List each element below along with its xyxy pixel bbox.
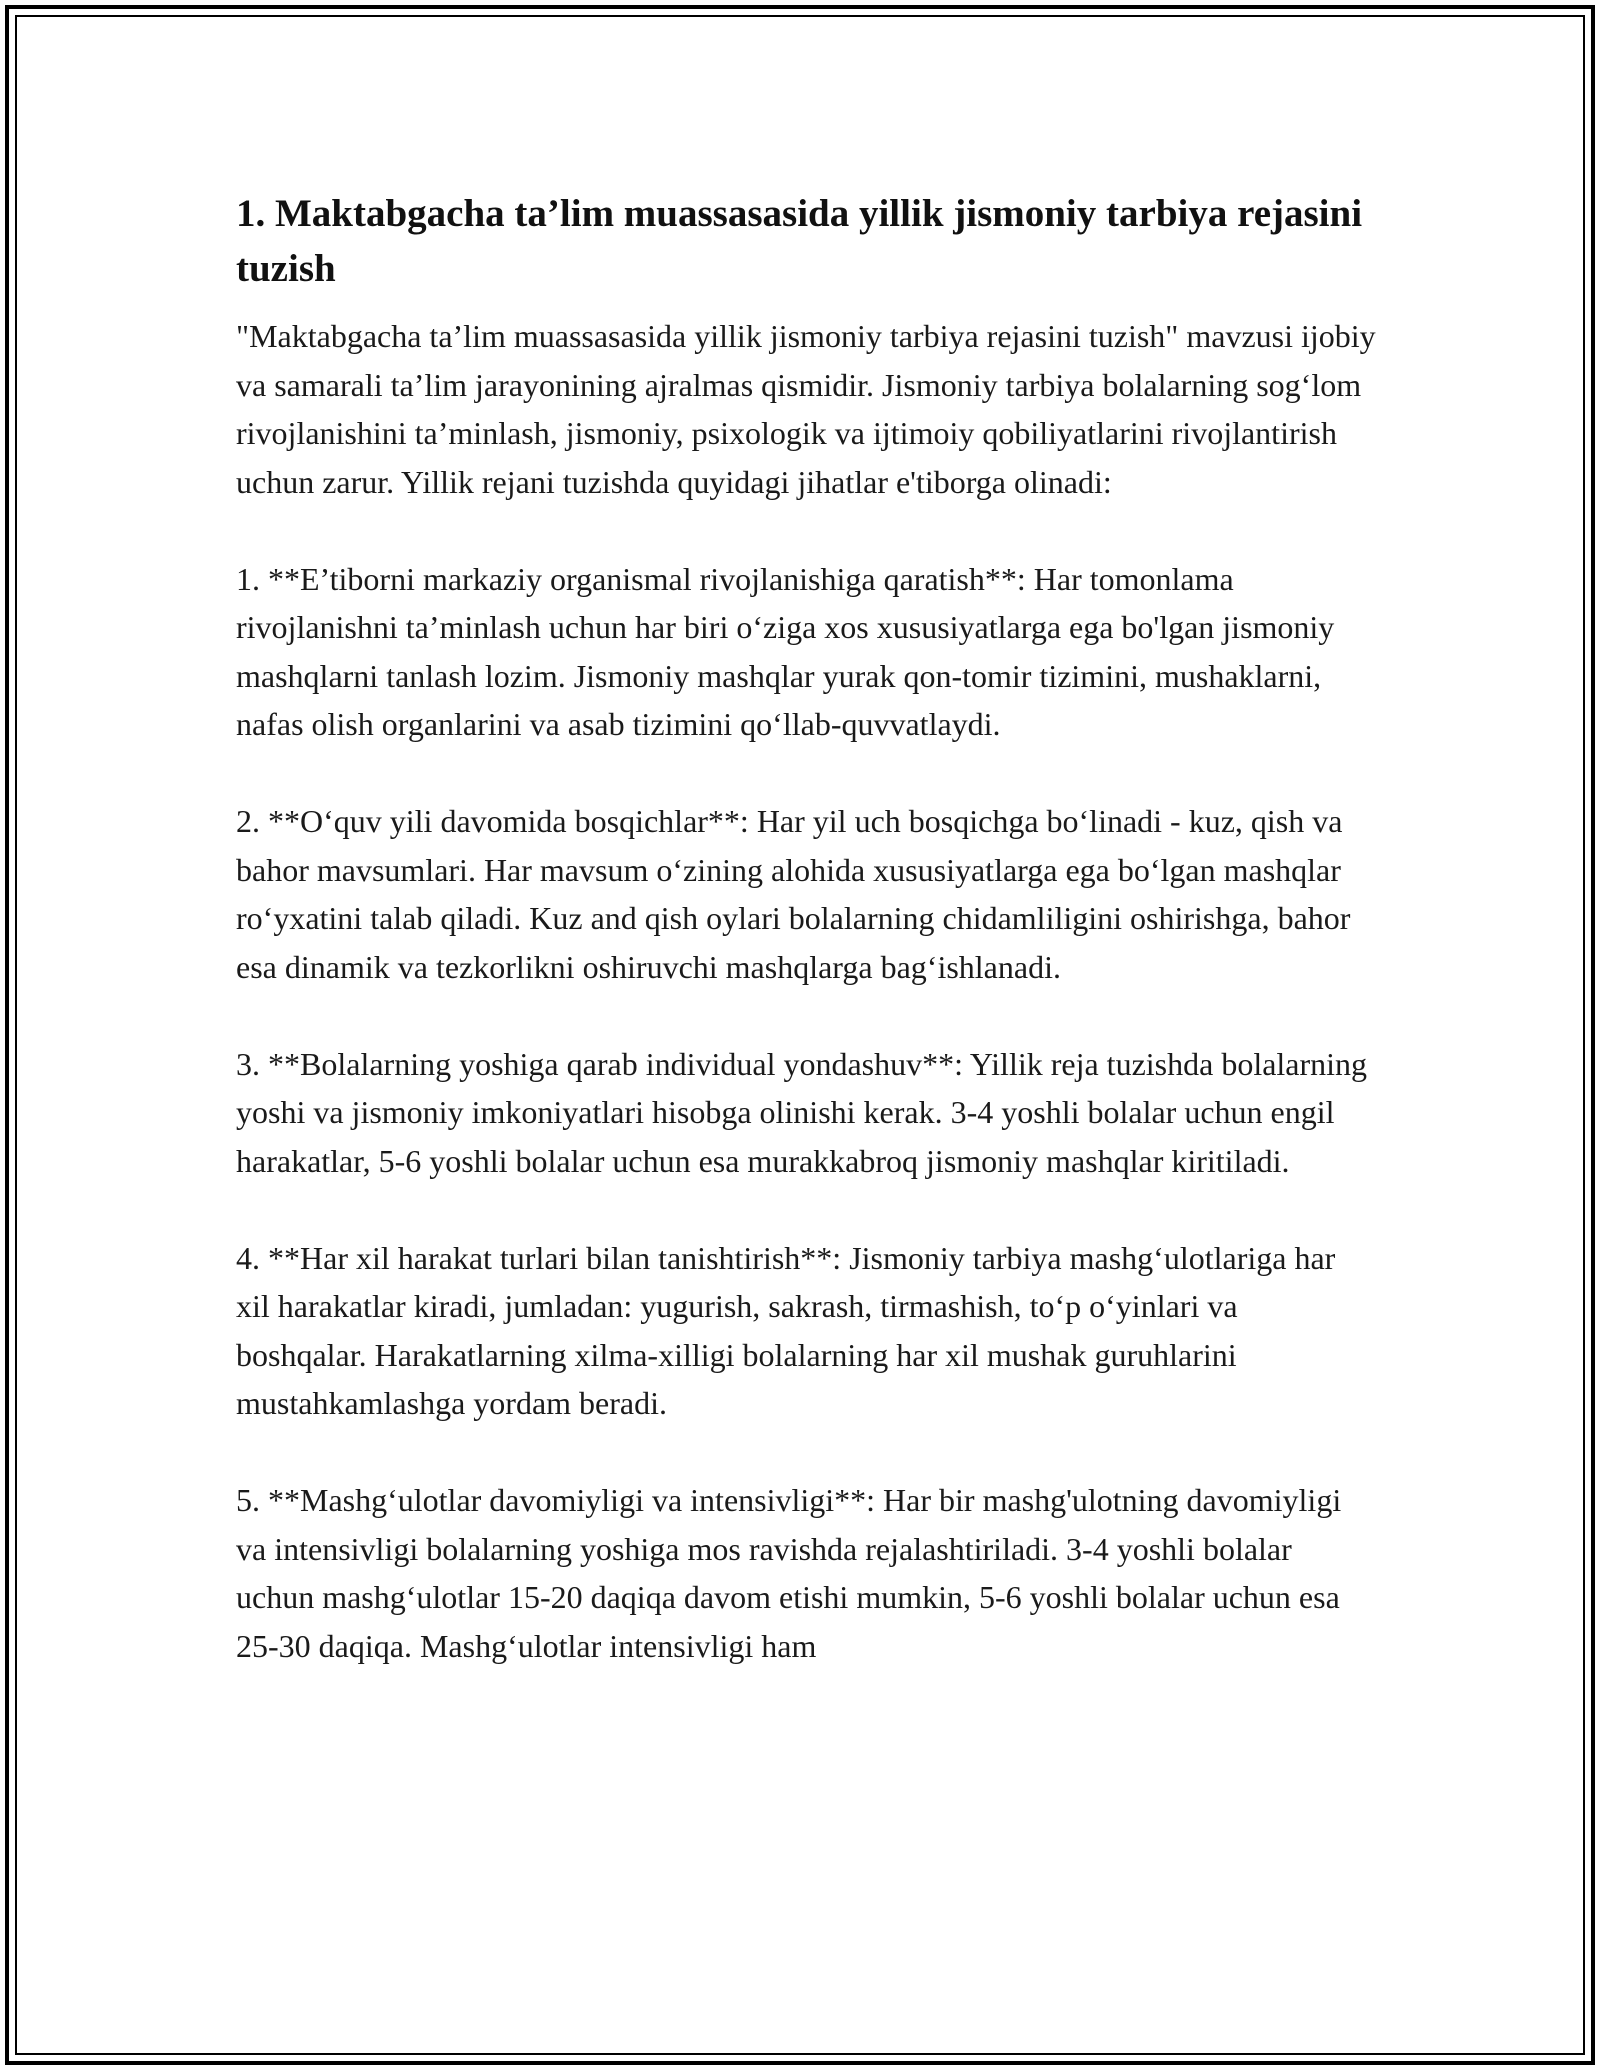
- list-paragraph-2: 2. **O‘quv yili davomida bosqichlar**: Har yil uch bosqichga bo‘linadi - kuz, qish va bahor mavsumlari. Har mavsum o‘zining alohida xususiyatlarga ega bo‘lgan mashqlar ro‘yxatini talab qiladi. Kuz and qish oylari bolalarning chidamliligini oshirishga, bahor esa dinamik va tezkorlikni oshiruvchi mashqlarga bag‘ishlanadi.: [236, 803, 1351, 985]
- list-paragraph-3: 3. **Bolalarning yoshiga qarab individual yondashuv**: Yillik reja tuzishda bolalarning yoshi va jismoniy imkoniyatlari hisobga olinishi kerak. 3-4 yoshli bolalar uchun engil harakatlar, 5-6 yoshli bolalar uchun esa murakkabroq jismoniy mashqlar kiritiladi.: [236, 1045, 1368, 1179]
- list-paragraph-4: 4. **Har xil harakat turlari bilan tanishtirish**: Jismoniy tarbiya mashg‘ulotlariga har xil harakatlar kiradi, jumladan: yugurish, sakrash, tirmashish, to‘p o‘yinlari va boshqalar. Harakatlarning xilma-xilligi bolalarning har xil mushak guruhlarini mustahkamlashga yordam beradi.: [236, 1239, 1336, 1421]
- intro-paragraph: "Maktabgacha ta’lim muassasasida yillik jismoniy tarbiya rejasini tuzish" mavzusi ijobiy va samarali ta’lim jarayonining ajralmas qismidir. Jismoniy tarbiya bolalarning sog‘lom rivojlanishini ta’minlash, jismoniy, psixologik va ijtimoiy qobiliyatlarini rivojlantirish uchun zarur. Yillik rejani tuzishda quyidagi jihatlar e'tiborga olinadi:: [236, 318, 1376, 500]
- list-paragraph-1: 1. **E’tiborni markaziy organismal rivojlanishiga qaratish**: Har tomonlama rivojlanishni ta’minlash uchun har biri o‘ziga xos xususiyatlarga ega bo'lgan jismoniy mashqlarni tanlash lozim. Jismoniy mashqlar yurak qon-tomir tizimini, mushaklarni, nafas olish organlarini va asab tizimini qo‘llab-quvvatlaydi.: [236, 560, 1335, 742]
- list-paragraph-5: 5. **Mashg‘ulotlar davomiyligi va intensivligi**: Har bir mashg'ulotning davomiyligi va intensivligi bolalarning yoshiga mos ravishda rejalashtiriladi. 3-4 yoshli bolalar uchun mashg‘ulotlar 15-20 daqiqa davom etishi mumkin, 5-6 yoshli bolalar uchun esa 25-30 daqiqa. Mashg‘ulotlar intensivligi ham: [236, 1482, 1342, 1664]
- document-title: 1. Maktabgacha ta’lim muassasasida yillik jismoniy tarbiya rejasini tuzish: [236, 192, 1363, 290]
- document-body: [236, 186, 1376, 1670]
